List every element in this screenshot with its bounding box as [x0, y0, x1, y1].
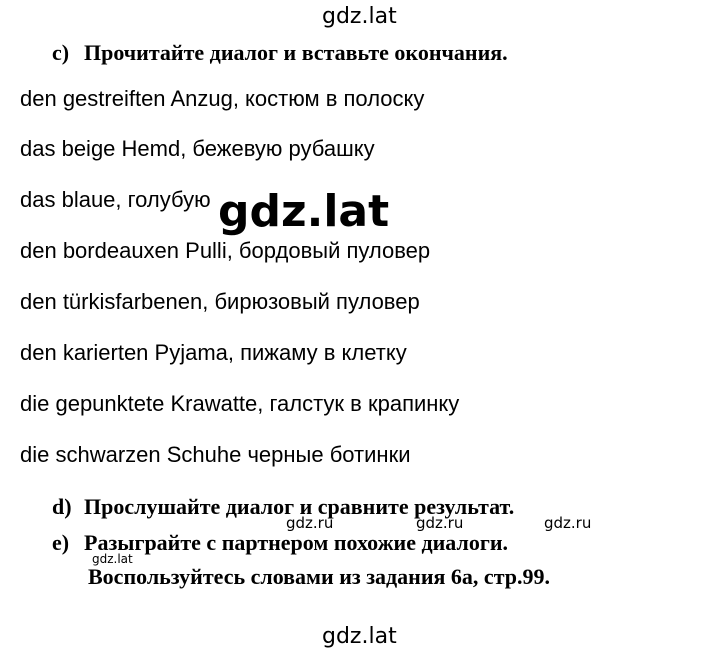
task-e-line-1: Разыграйте с партнером похожие диалоги.: [84, 530, 509, 555]
watermark-ru-1: gdz.ru: [286, 514, 334, 532]
watermark-ru-3: gdz.ru: [544, 514, 592, 532]
vocab-line-5: den türkisfarbenen, бирюзовый пуловер: [20, 289, 420, 314]
task-e-letter: e): [52, 530, 70, 555]
watermark-small-lat: gdz.lat: [92, 552, 133, 566]
task-d-letter: d): [52, 494, 72, 519]
watermark-ru-2: gdz.ru: [416, 514, 464, 532]
vocab-line-7: die gepunktete Krawatte, галстук в крапинку: [20, 391, 460, 416]
task-c-heading: [52, 40, 508, 66]
watermark-big: gdz.lat: [218, 186, 390, 237]
vocab-line-2: das beige Hemd, бежевую рубашку: [20, 136, 375, 161]
vocab-line-1: den gestreiften Anzug, костюм в полоску: [20, 86, 425, 111]
task-e-line-2: Воспользуйтесь словами из задания 6а, стр.99.: [88, 564, 551, 589]
task-c-text: Прочитайте диалог и вставьте окончания.: [84, 40, 508, 65]
watermark-bottom: gdz.lat: [322, 624, 397, 649]
vocab-line-6: den karierten Pyjama, пижаму в клетку: [20, 340, 407, 365]
task-c-letter: c): [52, 40, 70, 65]
vocab-line-4: den bordeauxen Pulli, бордовый пуловер: [20, 238, 431, 263]
vocab-line-3: das blaue, голубую: [20, 187, 211, 212]
task-d-text: Прослушайте диалог и сравните результат.: [84, 494, 515, 519]
vocab-line-8: die schwarzen Schuhe черные ботинки: [20, 442, 411, 467]
watermark-top: gdz.lat: [322, 4, 397, 29]
